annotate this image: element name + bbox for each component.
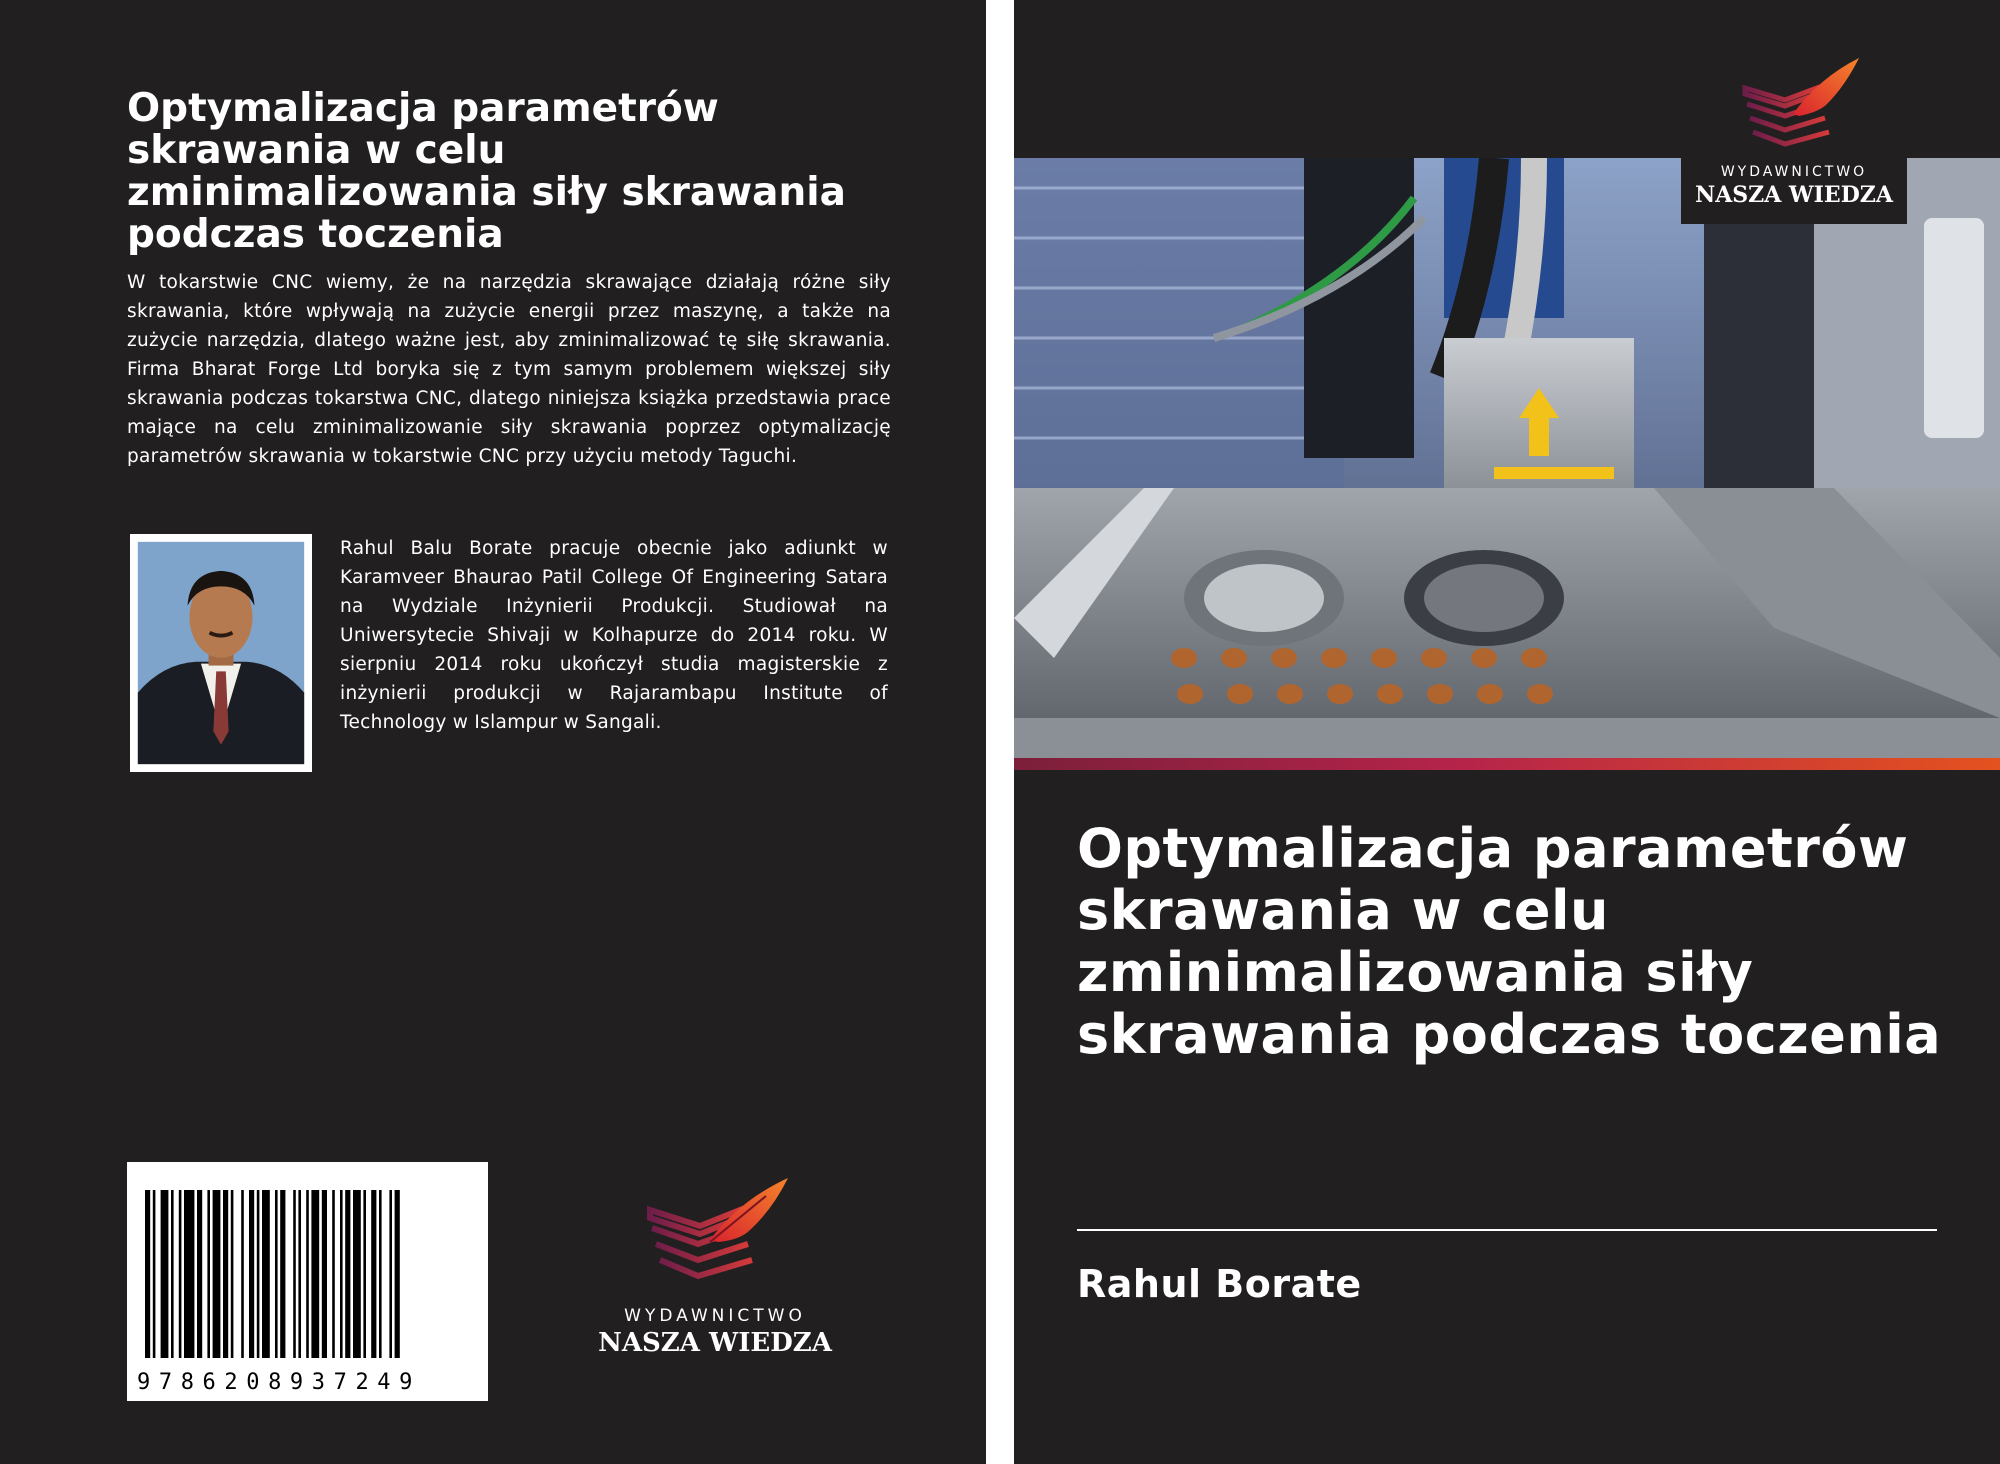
front-publisher-book-quill-icon	[1681, 52, 1907, 162]
cnc-machine-photo	[1014, 158, 2000, 770]
front-publisher-small-word: WYDAWNICTWO	[1720, 164, 1868, 180]
front-cover	[1014, 0, 2000, 1464]
book-blurb: W tokarstwie CNC wiemy, że na narzędzia skrawające działają różne siły skrawania, które wpływają na zużycie energii przez maszynę, a także na zużycie narzędzia, dlatego ważne jest, aby zminimalizować tę siłę skrawania. Firma Bharat Forge Ltd boryka się z tym samym problemem większej siły skrawania podczas tokarstwa CNC, dlatego niniejsza książka przedstawia prace mające na celu zminimalizowanie siły skrawania poprzez optymalizację parametrów skrawania w tokarstwie CNC przy użyciu metody Taguchi.	[127, 272, 891, 467]
accent-bar	[1014, 758, 2000, 770]
isbn-barcode	[127, 1162, 488, 1401]
title-divider	[1077, 1229, 1937, 1231]
publisher-book-quill-icon	[590, 1170, 840, 1302]
front-publisher-logo	[1681, 52, 1907, 224]
publisher-logo	[590, 1170, 840, 1362]
back-cover-title: Optymalizacja parametrów skrawania w celu zminimalizowania siły skrawania podczas toczenia	[127, 86, 846, 257]
back-cover	[0, 0, 986, 1464]
front-cover-title: Optymalizacja parametrów skrawania w celu zminimalizowania siły skrawania podczas toczenia	[1077, 817, 1942, 1066]
author-bio: Rahul Balu Borate pracuje obecnie jako adiunkt w Karamveer Bhaurao Patil College Of Engineering Satara na Wydziale Inżynierii Produkcji. Studiował na Uniwersytecie Shivaji w Kolhapurze do 2014 roku. W sierpniu 2014 roku ukończył studia magisterskie z inżynierii produkcji w Rajarambapu Institute of Technology w Islampur w Sangali.	[340, 538, 888, 733]
author-photo	[130, 534, 312, 772]
publisher-name: NASZA WIEDZA	[598, 1328, 832, 1358]
front-cover-author: Rahul Borate	[1077, 1262, 1362, 1306]
front-publisher-name: NASZA WIEDZA	[1695, 182, 1893, 208]
barcode-bars	[127, 1162, 488, 1367]
publisher-small-word: WYDAWNICTWO	[624, 1306, 806, 1326]
isbn-digits: 9786208937249	[137, 1370, 421, 1395]
